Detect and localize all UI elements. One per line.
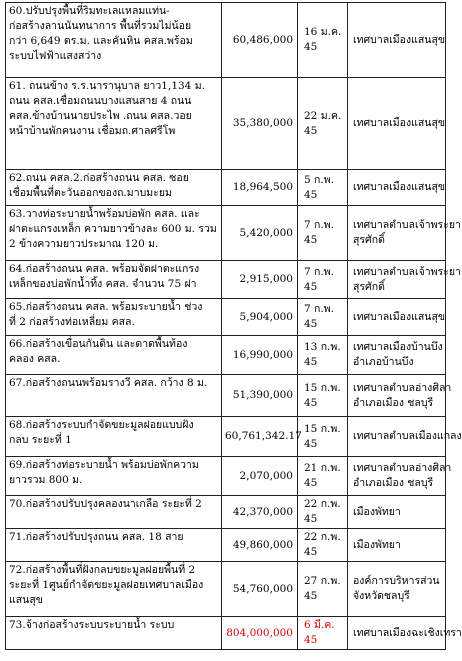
contract-date: 22 ก.พ. 45 xyxy=(298,529,348,562)
budget-amount: 51,390,000 xyxy=(222,375,298,417)
agency-name xyxy=(348,457,452,496)
description-line: 68.ก่อสร้างระบบกำจัดขยะมูลฝอยแบบฝัง xyxy=(9,419,194,431)
agency-line: เมืองพัทยา xyxy=(353,538,401,551)
agency-name xyxy=(348,261,461,299)
agency-name xyxy=(348,529,446,562)
agency-line: เทศบาลเมืองแสนสุข xyxy=(353,181,446,193)
agency-line: เทศบาลตำบลอ่างศิลา xyxy=(353,381,452,394)
agency-line: อำเภอเมือง ชลบุรี xyxy=(353,477,434,489)
table-row xyxy=(6,336,446,375)
description-line: 71.ก่อสร้างปรับปรุงถนน คสล. 18 สาย xyxy=(9,531,184,543)
table-row xyxy=(6,375,446,417)
description-line: 64.ก่อสร้างถนน คสล. พร้อมจัดฝาตะแกรง xyxy=(9,263,200,275)
description-line: กว่า 6,649 ตร.ม. และคันหิน คสล.พร้อม xyxy=(9,35,193,47)
table-row xyxy=(6,170,446,206)
contract-date: 15 ก.พ. 45 xyxy=(298,375,348,417)
table-row xyxy=(6,417,446,457)
project-description xyxy=(6,336,222,375)
description-line: 67.ก่อสร้างถนนพร้อมรางวี คสล. กว้าง 8 ม. xyxy=(9,377,208,389)
table-row xyxy=(6,3,446,78)
agency-line: เทศบาลเมืองแสนสุข xyxy=(353,310,446,323)
budget-amount: 5,420,000 xyxy=(222,206,298,261)
table-row xyxy=(6,496,446,529)
contract-date: 27 ก.พ. 45 xyxy=(298,562,348,617)
contract-date: 16 ม.ค. 45 xyxy=(298,3,348,78)
project-description xyxy=(6,299,222,336)
agency-name xyxy=(348,562,446,617)
agency-line: สุรศักดิ์ xyxy=(353,234,385,246)
agency-name xyxy=(348,375,452,417)
description-line: ถนน คสล.เชื่อมถนนบางแสนสาย 4 ถนน xyxy=(9,95,192,107)
description-line: 66.ก่อสร้างเขื่อนกันดิน และดาดพื้นท้อง xyxy=(9,338,188,350)
agency-line: เทศบาลเมืองแสนสุข xyxy=(353,33,446,46)
description-line: เหล็กของบ่อพักน้ำทิ้ง คสล. จำนวน 75 ฝา xyxy=(9,278,197,290)
agency-line: อำเภอเมือง ชลบุรี xyxy=(353,396,434,409)
contract-date: 13 ก.พ. 45 xyxy=(298,336,348,375)
projects-table-body xyxy=(6,3,462,650)
description-line: กลบ ระยะที่ 1 xyxy=(9,434,72,446)
project-description xyxy=(6,3,222,78)
budget-amount: 42,370,000 xyxy=(222,496,298,529)
budget-amount: 54,760,000 xyxy=(222,562,298,617)
description-line: 60.ปรับปรุงพื้นที่ริมทะเลแหลมแท่น- xyxy=(9,5,170,17)
agency-line: จังหวัดชลบุรี xyxy=(353,590,410,602)
agency-line: เทศบาลตำบลอ่างศิลา xyxy=(353,462,452,474)
project-description xyxy=(6,170,222,206)
projects-table xyxy=(5,2,462,650)
contract-date: 5 ก.พ. 45 xyxy=(298,170,348,206)
description-line: ก่อสร้างลานนันทนาการ พื้นที่รวมไม่น้อย xyxy=(9,20,192,32)
budget-amount: 804,000,000 xyxy=(222,617,298,650)
project-description xyxy=(6,375,222,417)
agency-line: เมืองพัทยา xyxy=(353,505,401,518)
description-line: 69.ก่อสร้างท่อระบายน้ำ พร้อมบ่อพักความ xyxy=(9,459,199,471)
description-line: ยาวรวม 800 ม. xyxy=(9,474,83,486)
contract-date: 21 ก.พ. 45 xyxy=(298,457,348,496)
contract-date: 15 ก.พ. 45 xyxy=(298,417,348,457)
table-row xyxy=(6,562,446,617)
description-line: 73.จ้างก่อสร้างระบบระบายน้ำ ระบบ xyxy=(9,619,175,631)
table-row xyxy=(6,261,446,299)
budget-amount: 16,990,000 xyxy=(222,336,298,375)
contract-date: 6 มี.ค. 45 xyxy=(298,617,348,650)
agency-line: เทศบาลตำบลเจ้าพระยา xyxy=(353,265,461,278)
budget-amount: 49,860,000 xyxy=(222,529,298,562)
agency-name xyxy=(348,170,446,206)
description-line: ที่ 2 ก่อสร้างท่อเหลี่ยม คสล. xyxy=(9,316,135,328)
table-row xyxy=(6,617,446,650)
description-line: แสนสุข xyxy=(9,594,43,606)
agency-line: เทศบาลตำบลเมืองแกลง xyxy=(353,430,462,442)
budget-amount: 60,486,000 xyxy=(222,3,298,78)
contract-date: 7 ก.พ. 45 xyxy=(298,261,348,299)
project-description xyxy=(6,261,222,299)
description-line: 62.ถนน คสล.2.ก่อสร้างถนน คสล. ซอย xyxy=(9,172,189,184)
description-line: 72.ก่อสร้างพื้นที่ฝังกลบขยะมูลฝอยพื้นที่ 2 xyxy=(9,564,196,576)
table-row xyxy=(6,529,446,562)
agency-name xyxy=(348,417,462,457)
contract-date: 7 ก.พ. 45 xyxy=(298,299,348,336)
agency-name xyxy=(348,336,446,375)
project-description xyxy=(6,617,222,650)
project-description xyxy=(6,417,222,457)
agency-line: สุรศักดิ์ xyxy=(353,280,385,293)
budget-amount: 2,915,000 xyxy=(222,261,298,299)
contract-date: 22 ก.พ. 45 xyxy=(298,496,348,529)
project-description xyxy=(6,496,222,529)
description-line: เชื่อมพื้นที่ตะวันออกของถ.มาบมะยม xyxy=(9,187,172,199)
description-line: 61. ถนนข้าง ร.ร.นารานุบาล ยาว1,134 ม. xyxy=(9,80,205,92)
table-row xyxy=(6,78,446,170)
description-line: 2 ข้างความยาวประมาณ 120 ม. xyxy=(9,238,159,250)
contract-date: 22 ม.ค. 45 xyxy=(298,78,348,170)
agency-line: เทศบาลเมืองฉะเชิงเทรา xyxy=(353,626,462,639)
description-line: คสล.ข้างบ้านนายประไพ .ถนน คสล.วอย xyxy=(9,110,192,122)
agency-line: อำเภอบ้านบึง xyxy=(353,356,414,368)
description-line: 63.วางท่อระบายน้ำพร้อมบ่อพัก คสล. และ xyxy=(9,208,200,220)
table-row xyxy=(6,457,446,496)
description-line: ฝาตะแกรงเหล็ก ความยาวข้างละ 600 ม. รวม xyxy=(9,223,217,235)
project-description xyxy=(6,562,222,617)
budget-amount: 2,070,000 xyxy=(222,457,298,496)
agency-name xyxy=(348,299,446,336)
agency-name xyxy=(348,206,461,261)
project-description xyxy=(6,78,222,170)
description-line: หน้าบ้านพักคนงาน เชื่อมถ.ศาลศรีโพ xyxy=(9,125,176,137)
table-row xyxy=(6,299,446,336)
agency-name xyxy=(348,617,462,650)
agency-line: เทศบาลตำบลเจ้าพระยา xyxy=(353,219,461,231)
agency-line: เทศบาลเมืองแสนสุข xyxy=(353,117,446,129)
project-description xyxy=(6,457,222,496)
description-line: ระบบไฟฟ้าแสงสว่าง xyxy=(9,50,102,62)
budget-amount: 5,904,000 xyxy=(222,299,298,336)
agency-line: องค์การบริหารส่วน xyxy=(353,575,440,587)
agency-name xyxy=(348,496,446,529)
table-row xyxy=(6,206,446,261)
agency-name xyxy=(348,3,446,78)
agency-name xyxy=(348,78,446,170)
description-line: 65.ก่อสร้างถนน คสล. พร้อมระบายน้ำ ช่วง xyxy=(9,301,203,313)
description-line: ระยะที่ 1ศูนย์กำจัดขยะมูลฝอยเทศบาลเมือง xyxy=(9,579,204,591)
contract-date: 7 ก.พ. 45 xyxy=(298,206,348,261)
budget-amount: 35,380,000 xyxy=(222,78,298,170)
description-line: 70.ก่อสร้างปรับปรุงคลองนาเกลือ ระยะที่ 2 xyxy=(9,498,202,510)
budget-amount: 18,964,500 xyxy=(222,170,298,206)
project-description xyxy=(6,206,222,261)
budget-amount: 60,761,342.17 xyxy=(222,417,298,457)
agency-line: เทศบาลเมืองบ้านบึง xyxy=(353,341,443,353)
description-line: คลอง คสล. xyxy=(9,353,61,365)
project-description xyxy=(6,529,222,562)
